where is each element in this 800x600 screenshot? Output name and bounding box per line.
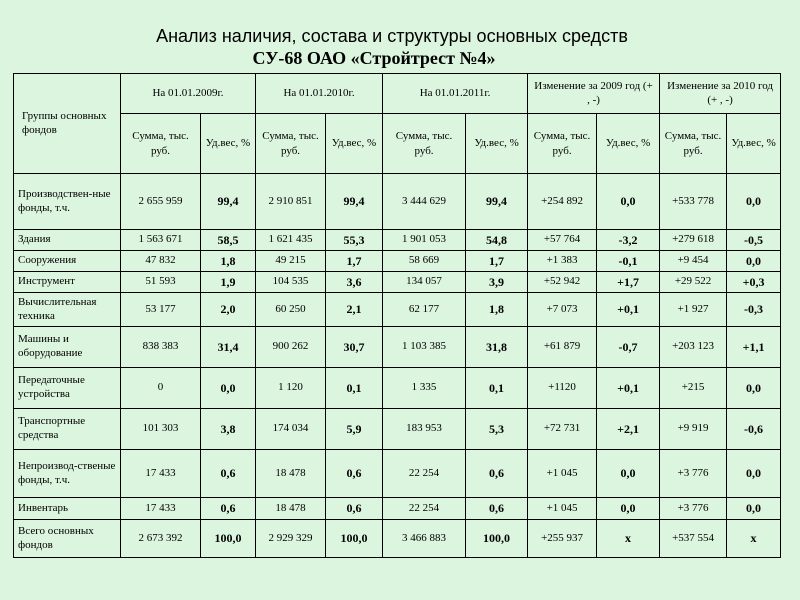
sum-cell: 62 177 xyxy=(383,293,466,327)
share-cell: 0,1 xyxy=(466,368,528,409)
sum-cell: 18 478 xyxy=(256,450,326,498)
sum-cell: +1 383 xyxy=(528,251,597,272)
sum-cell: 17 433 xyxy=(121,450,201,498)
header-groups-cell: Группы основных фондов xyxy=(14,74,121,174)
sum-cell: 1 335 xyxy=(383,368,466,409)
share-cell: 55,3 xyxy=(326,230,383,251)
share-cell: 5,3 xyxy=(466,409,528,450)
sum-cell: 49 215 xyxy=(256,251,326,272)
table-row xyxy=(14,174,781,230)
share-cell: 99,4 xyxy=(201,174,256,230)
sum-cell: 104 535 xyxy=(256,272,326,293)
share-cell: +2,1 xyxy=(597,409,660,450)
share-cell: -0,7 xyxy=(597,327,660,368)
sum-cell: 22 254 xyxy=(383,498,466,520)
share-cell: 1,8 xyxy=(466,293,528,327)
share-cell: 100,0 xyxy=(326,520,383,558)
share-cell: 3,6 xyxy=(326,272,383,293)
table-row xyxy=(14,293,781,327)
share-cell: 0,0 xyxy=(727,368,781,409)
sum-cell: 1 901 053 xyxy=(383,230,466,251)
share-cell: 0,0 xyxy=(727,251,781,272)
sum-cell: +1120 xyxy=(528,368,597,409)
header-sum-2010: Сумма, тыс. руб. xyxy=(256,114,326,174)
share-cell: 0,1 xyxy=(326,368,383,409)
page-subtitle: СУ-68 ОАО «Стройтрест №4» xyxy=(252,48,496,68)
table-row xyxy=(14,498,781,520)
row-group-name: Инструмент xyxy=(14,272,121,293)
share-cell: +1,7 xyxy=(597,272,660,293)
header-change-2009: Изменение за 2009 год (+ , -) xyxy=(528,74,660,114)
share-cell: 0,0 xyxy=(597,174,660,230)
share-cell: +1,1 xyxy=(727,327,781,368)
table-row xyxy=(14,368,781,409)
sum-cell: 51 593 xyxy=(121,272,201,293)
row-group-name: Машины и оборудование xyxy=(14,327,121,368)
sum-cell: 0 xyxy=(121,368,201,409)
header-share-2011: Уд.вес, % xyxy=(466,114,528,174)
share-cell: 0,0 xyxy=(727,450,781,498)
share-cell: +0,1 xyxy=(597,368,660,409)
table-row xyxy=(14,230,781,251)
header-change-2010: Изменение за 2010 год (+ , -) xyxy=(660,74,781,114)
sum-cell: +254 892 xyxy=(528,174,597,230)
row-group-name: Инвентарь xyxy=(14,498,121,520)
sum-cell: 17 433 xyxy=(121,498,201,520)
share-cell: 3,9 xyxy=(466,272,528,293)
sum-cell: 3 444 629 xyxy=(383,174,466,230)
share-cell: 1,9 xyxy=(201,272,256,293)
sum-cell: +61 879 xyxy=(528,327,597,368)
sum-cell: +215 xyxy=(660,368,727,409)
sum-cell: +9 919 xyxy=(660,409,727,450)
share-cell: 0,6 xyxy=(326,450,383,498)
share-cell: 0,6 xyxy=(466,450,528,498)
table-row xyxy=(14,520,781,558)
sum-cell: +1 927 xyxy=(660,293,727,327)
share-cell: -0,5 xyxy=(727,230,781,251)
table-row xyxy=(14,251,781,272)
share-cell: 30,7 xyxy=(326,327,383,368)
table-header-row-columns xyxy=(14,114,781,174)
share-cell: 5,9 xyxy=(326,409,383,450)
share-cell: 1,7 xyxy=(466,251,528,272)
sum-cell: 2 673 392 xyxy=(121,520,201,558)
sum-cell: +52 942 xyxy=(528,272,597,293)
table-row xyxy=(14,409,781,450)
table-header-row-periods xyxy=(14,74,781,114)
row-group-name: Передаточные устройства xyxy=(14,368,121,409)
share-cell: 99,4 xyxy=(326,174,383,230)
table-row xyxy=(14,450,781,498)
header-share-2009: Уд.вес, % xyxy=(201,114,256,174)
sum-cell: +7 073 xyxy=(528,293,597,327)
header-sum-change-2009: Сумма, тыс. руб. xyxy=(528,114,597,174)
table-row xyxy=(14,327,781,368)
sum-cell: 3 466 883 xyxy=(383,520,466,558)
sum-cell: +533 778 xyxy=(660,174,727,230)
share-cell: 0,0 xyxy=(201,368,256,409)
header-sum-change-2010: Сумма, тыс. руб. xyxy=(660,114,727,174)
share-cell: 54,8 xyxy=(466,230,528,251)
sum-cell: 47 832 xyxy=(121,251,201,272)
sum-cell: +9 454 xyxy=(660,251,727,272)
row-group-name: Транспортные средства xyxy=(14,409,121,450)
header-sum-2011: Сумма, тыс. руб. xyxy=(383,114,466,174)
sum-cell: +203 123 xyxy=(660,327,727,368)
share-cell: 58,5 xyxy=(201,230,256,251)
share-cell: 100,0 xyxy=(201,520,256,558)
header-share-2010: Уд.вес, % xyxy=(326,114,383,174)
share-cell: 2,1 xyxy=(326,293,383,327)
sum-cell: +255 937 xyxy=(528,520,597,558)
sum-cell: 60 250 xyxy=(256,293,326,327)
sum-cell: 2 655 959 xyxy=(121,174,201,230)
share-cell: -0,3 xyxy=(727,293,781,327)
sum-cell: 174 034 xyxy=(256,409,326,450)
sum-cell: +1 045 xyxy=(528,498,597,520)
header-share-change-2009: Уд.вес, % xyxy=(597,114,660,174)
sum-cell: 2 929 329 xyxy=(256,520,326,558)
row-group-name: Непроизвод-ственые фонды, т.ч. xyxy=(14,450,121,498)
share-cell: -3,2 xyxy=(597,230,660,251)
share-cell: 0,0 xyxy=(597,498,660,520)
share-cell: х xyxy=(727,520,781,558)
row-group-name: Вычислительная техника xyxy=(14,293,121,327)
sum-cell: +3 776 xyxy=(660,498,727,520)
share-cell: 0,0 xyxy=(597,450,660,498)
share-cell: 0,6 xyxy=(201,450,256,498)
sum-cell: 18 478 xyxy=(256,498,326,520)
sum-cell: +3 776 xyxy=(660,450,727,498)
share-cell: 99,4 xyxy=(466,174,528,230)
sum-cell: 22 254 xyxy=(383,450,466,498)
share-cell: +0,3 xyxy=(727,272,781,293)
sum-cell: +279 618 xyxy=(660,230,727,251)
share-cell: 0,6 xyxy=(201,498,256,520)
page-title: Анализ наличия, состава и структуры основных средств xyxy=(156,26,628,46)
sum-cell: +29 522 xyxy=(660,272,727,293)
header-period-2011: На 01.01.2011г. xyxy=(383,74,528,114)
header-period-2009: На 01.01.2009г. xyxy=(121,74,256,114)
row-group-name: Производствен-ные фонды, т.ч. xyxy=(14,174,121,230)
share-cell: 0,0 xyxy=(727,498,781,520)
share-cell: 1,7 xyxy=(326,251,383,272)
row-group-name: Сооружения xyxy=(14,251,121,272)
table-row xyxy=(14,272,781,293)
sum-cell: 1 103 385 xyxy=(383,327,466,368)
share-cell: 0,0 xyxy=(727,174,781,230)
sum-cell: 838 383 xyxy=(121,327,201,368)
sum-cell: 900 262 xyxy=(256,327,326,368)
share-cell: 31,4 xyxy=(201,327,256,368)
sum-cell: 1 621 435 xyxy=(256,230,326,251)
sum-cell: +1 045 xyxy=(528,450,597,498)
fixed-assets-table xyxy=(13,73,781,558)
sum-cell: 134 057 xyxy=(383,272,466,293)
header-sum-2009: Сумма, тыс. руб. xyxy=(121,114,201,174)
share-cell: 3,8 xyxy=(201,409,256,450)
share-cell: 2,0 xyxy=(201,293,256,327)
row-group-name: Здания xyxy=(14,230,121,251)
share-cell: х xyxy=(597,520,660,558)
sum-cell: 58 669 xyxy=(383,251,466,272)
share-cell: -0,6 xyxy=(727,409,781,450)
row-group-name: Всего основных фондов xyxy=(14,520,121,558)
header-share-change-2010: Уд.вес, % xyxy=(727,114,781,174)
share-cell: 0,6 xyxy=(466,498,528,520)
sum-cell: 1 563 671 xyxy=(121,230,201,251)
sum-cell: 2 910 851 xyxy=(256,174,326,230)
share-cell: 31,8 xyxy=(466,327,528,368)
sum-cell: +537 554 xyxy=(660,520,727,558)
sum-cell: 53 177 xyxy=(121,293,201,327)
sum-cell: 1 120 xyxy=(256,368,326,409)
share-cell: 0,6 xyxy=(326,498,383,520)
share-cell: 100,0 xyxy=(466,520,528,558)
share-cell: +0,1 xyxy=(597,293,660,327)
sum-cell: 183 953 xyxy=(383,409,466,450)
sum-cell: 101 303 xyxy=(121,409,201,450)
share-cell: -0,1 xyxy=(597,251,660,272)
header-period-2010: На 01.01.2010г. xyxy=(256,74,383,114)
sum-cell: +57 764 xyxy=(528,230,597,251)
sum-cell: +72 731 xyxy=(528,409,597,450)
share-cell: 1,8 xyxy=(201,251,256,272)
